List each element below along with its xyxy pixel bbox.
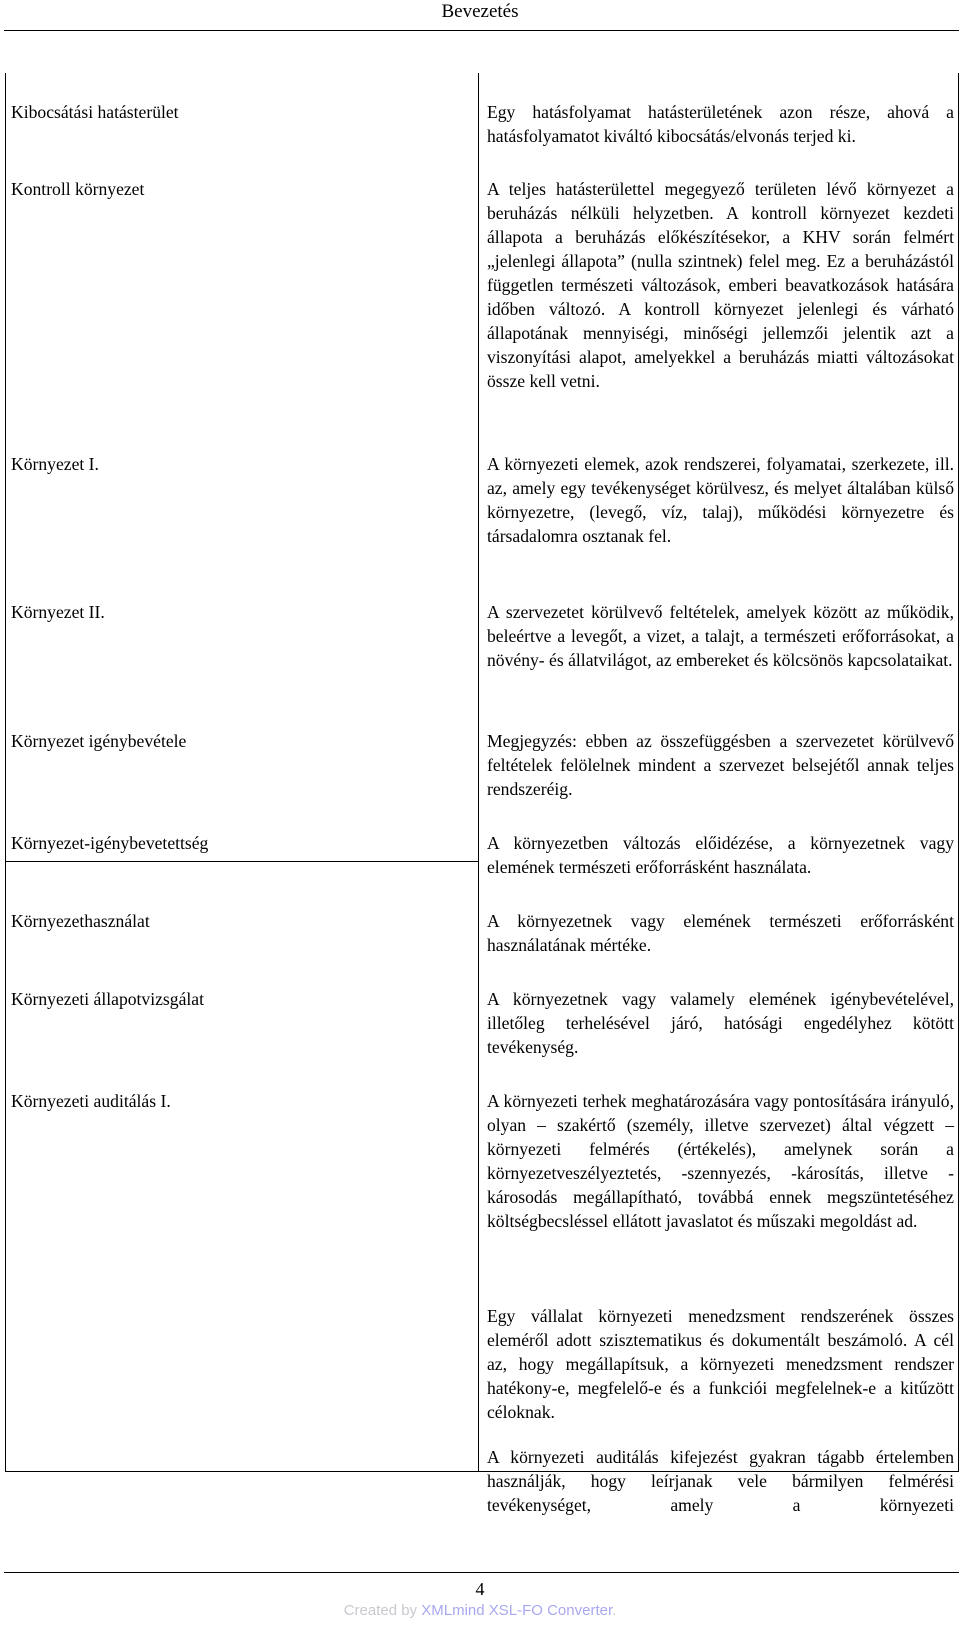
definition-kontroll-kornyezet: A teljes hatásterülettel megegyező területen lévő környezet a beruházás nélküli helyzetben. A kontroll környezet kezdeti állapota a beruházás előkészítésekor, a KHV során felmért „jelenlegi állapota” (nulla szintnek) felel meg. Ez a beruházástól független természeti változások, emberi beavatkozások hatására időben változó. A kontroll környezet jelenlegi és várható állapotának mennyiségi, minőségi jellemzői jelentik azt a viszonyítási alapot, amelyekkel a beruházás miatti változásokat össze kell vetni. <box>487 179 954 391</box>
converter-credit-suffix: . <box>612 1602 617 1619</box>
converter-credit-product-link[interactable]: XMLmind XSL-FO Converter <box>421 1602 613 1619</box>
term-kornyezet-igenybevetettseg: Környezet-igénybevetettség <box>11 833 209 853</box>
converter-credit <box>0 1601 960 1621</box>
term-kornyezet-i: Környezet I. <box>11 454 99 474</box>
definition-kibocsatasi-hatasterulet: Egy hatásfolyamat hatásterületének azon része, ahová a hatásfolyamatot kiváltó kibocsátás/elvonás terjed ki. <box>487 102 954 146</box>
definition-kornyezethasznalat: A környezetnek vagy elemének természeti erőforrásként használatának mértéke. <box>487 911 954 955</box>
definition-kornyezet-ii-note: Megjegyzés: ebben az összefüggésben a szervezetet körülvevő feltételek felölelnek mindent a szervezet belsejétől annak teljes rendszeréig. <box>487 731 954 799</box>
term-kornyezeti-auditalas-i: Környezeti auditálás I. <box>11 1091 171 1111</box>
definition-kornyezet-i: A környezeti elemek, azok rendszerei, folyamatai, szerkezete, ill. az, amely egy tevékenységet körülvesz, és melyet általában külső környezetre, (levegő, víz, talaj), működési környezetre és társadalomra osztanak fel. <box>487 454 954 546</box>
definition-kornyezeti-auditalas-i-third: A környezeti auditálás kifejezést gyakran tágabb értelemben használják, hogy leírjanak vele bármilyen felmérési tevékenységet, amely a környezeti <box>487 1447 954 1515</box>
table-middle-border <box>478 73 479 1471</box>
definition-kornyezeti-auditalas-i: A környezeti terhek meghatározására vagy pontosítására irányuló, olyan – szakértő (személy, illetve szervezet) által végzett – környezeti felmérés (értékelés), amelynek során a környezetveszélyeztetés, -szennyezés, -károsítás, illetve -károsodás megállapítható, továbbá ennek megszüntetéséhez költségbecsléssel ellátott javaslatot és műszaki megoldást ad. <box>487 1091 954 1231</box>
definition-kornyezeti-allapotvizsgalat: A környezetnek vagy valamely elemének igénybevételével, illetőleg terhelésével járó, hatósági engedélyhez kötött tevékenység. <box>487 989 954 1057</box>
term-kontroll-kornyezet: Kontroll környezet <box>11 179 145 199</box>
term-kornyezethasznalat: Környezethasználat <box>11 911 150 931</box>
definition-kornyezet-ii: A szervezetet körülvevő feltételek, amelyek között az működik, beleértve a levegőt, a vizet, a talajt, a természeti erőforrásokat, a növény- és állatvilágot, az embereket és kölcsönös kapcsolataikat. <box>487 602 954 670</box>
term-kornyezet-ii: Környezet II. <box>11 602 105 622</box>
converter-credit-prefix: Created by <box>343 1602 422 1619</box>
term-kornyezet-igenybevetele: Környezet igénybevétele <box>11 731 187 751</box>
left-column-bottom-border <box>5 861 479 862</box>
page-number: 4 <box>475 1579 485 1599</box>
running-header-title: Bevezetés <box>441 1 519 22</box>
definition-kornyezet-igenybevetettseg: A környezetben változás előidézése, a környezetnek vagy elemének természeti erőforrásként használata. <box>487 833 954 877</box>
term-kornyezeti-allapotvizsgalat: Környezeti állapotvizsgálat <box>11 989 204 1009</box>
term-kibocsatasi-hatasterulet: Kibocsátási hatásterület <box>11 102 179 122</box>
header-rule <box>4 30 959 31</box>
table-right-border <box>958 73 959 1471</box>
page-header <box>0 0 960 31</box>
definition-kornyezeti-auditalas-i-second: Egy vállalat környezeti menedzsment rendszerének összes eleméről adott szisztematikus és dokumentált beszámoló. A cél az, hogy megállapítsuk, a környezeti menedzsment rendszer hatékony-e, megfelelő-e és a funkciói megfelelnek-e a kitűzött céloknak. <box>487 1306 954 1422</box>
table-left-border <box>5 73 6 1471</box>
footer-rule <box>4 1572 959 1573</box>
